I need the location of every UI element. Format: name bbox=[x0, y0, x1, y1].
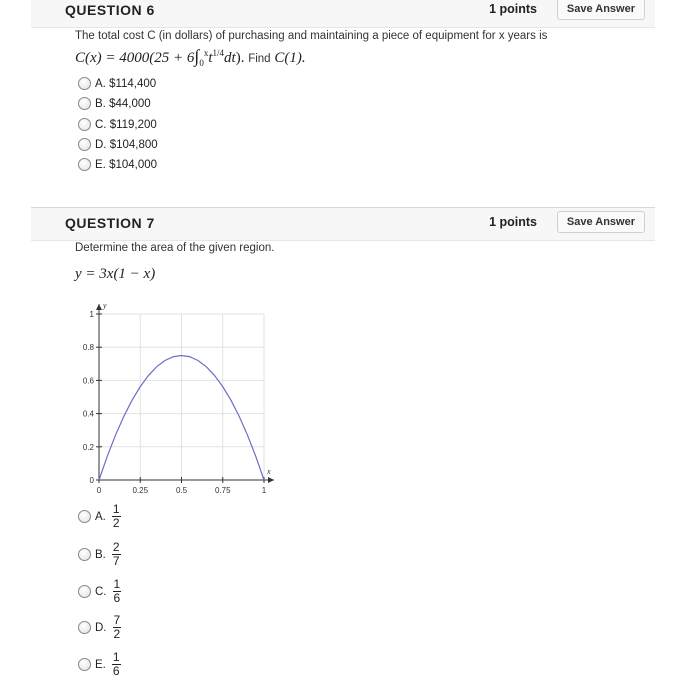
fraction bbox=[112, 503, 121, 530]
option-letter: E. bbox=[95, 158, 106, 171]
option-text: $119,200 bbox=[109, 118, 157, 131]
answer-option-e[interactable] bbox=[78, 158, 157, 171]
fraction bbox=[112, 651, 121, 678]
option-letter: A. bbox=[95, 510, 106, 523]
answer-option-e[interactable] bbox=[78, 651, 121, 678]
y-tick-label: 0.2 bbox=[82, 442, 94, 452]
answer-option-b[interactable] bbox=[78, 541, 121, 568]
option-letter: A. bbox=[95, 77, 106, 90]
x-tick-label: 0.5 bbox=[175, 486, 188, 495]
fraction-numerator: 2 bbox=[112, 540, 120, 554]
radio-button[interactable] bbox=[78, 658, 91, 671]
question-title: QUESTION 7 bbox=[65, 215, 155, 231]
answer-option-c[interactable] bbox=[78, 578, 121, 605]
parabola-chart bbox=[74, 296, 284, 496]
integral-sign: ∫ bbox=[194, 46, 200, 66]
answer-option-b[interactable] bbox=[78, 97, 151, 110]
x-tick-label: 0.25 bbox=[132, 486, 149, 495]
save-answer-button[interactable]: Save Answer bbox=[557, 0, 645, 20]
y-axis-arrow bbox=[96, 304, 102, 310]
answer-option-a[interactable] bbox=[78, 77, 156, 90]
radio-button[interactable] bbox=[78, 77, 91, 90]
y-tick-label: 0 bbox=[89, 476, 94, 485]
fraction bbox=[113, 614, 122, 641]
x-tick-label: 1 bbox=[261, 486, 267, 495]
y-tick-label: 1 bbox=[89, 310, 94, 319]
fraction bbox=[112, 541, 121, 568]
option-text: $114,400 bbox=[109, 77, 157, 90]
fraction-numerator: 1 bbox=[113, 577, 121, 591]
y-tick-label: 0.6 bbox=[82, 376, 94, 386]
fraction bbox=[113, 578, 122, 605]
answer-option-c[interactable] bbox=[78, 118, 157, 131]
fraction-denominator: 7 bbox=[112, 554, 120, 568]
integral-upper-limit: x bbox=[203, 48, 209, 58]
formula-lhs: C(x) = 4000(25 + 6 bbox=[75, 50, 195, 66]
question-stem: The total cost C (in dollars) of purchasing and maintaining a piece of equipment for x years is bbox=[75, 30, 548, 42]
option-letter: B. bbox=[95, 97, 106, 110]
integrand-exponent: 1/4 bbox=[212, 48, 225, 58]
question-points: 1 points bbox=[489, 2, 537, 16]
radio-button[interactable] bbox=[78, 585, 91, 598]
save-answer-button[interactable]: Save Answer bbox=[557, 211, 645, 233]
fraction-denominator: 2 bbox=[113, 627, 121, 641]
option-letter: E. bbox=[95, 658, 106, 671]
x-tick-label: 0 bbox=[96, 486, 102, 495]
fraction-numerator: 1 bbox=[112, 502, 120, 516]
question-6-header bbox=[31, 0, 655, 28]
fraction-denominator: 6 bbox=[112, 664, 120, 678]
option-text: $104,800 bbox=[109, 138, 158, 151]
fraction-denominator: 6 bbox=[113, 591, 121, 605]
question-stem: Determine the area of the given region. bbox=[75, 242, 275, 254]
radio-button[interactable] bbox=[78, 510, 91, 523]
differential: dt bbox=[224, 50, 236, 66]
integrand: t bbox=[208, 50, 213, 66]
formula-close: ). bbox=[235, 50, 245, 66]
x-axis-arrow bbox=[268, 477, 274, 483]
option-text: $104,000 bbox=[109, 158, 158, 171]
x-axis-label: x bbox=[267, 467, 271, 476]
y-tick-label: 0.4 bbox=[82, 409, 94, 419]
question-points: 1 points bbox=[489, 215, 537, 229]
radio-button[interactable] bbox=[78, 548, 91, 561]
option-letter: C. bbox=[95, 118, 107, 131]
answer-option-d[interactable] bbox=[78, 138, 158, 151]
find-expression: C(1). bbox=[274, 50, 306, 66]
answer-option-a[interactable] bbox=[78, 503, 121, 530]
radio-button[interactable] bbox=[78, 158, 91, 171]
fraction-denominator: 2 bbox=[112, 516, 120, 530]
option-letter: D. bbox=[95, 138, 107, 151]
region-equation: y = 3x(1 − x) bbox=[75, 266, 156, 282]
find-label: Find bbox=[248, 53, 271, 65]
radio-button[interactable] bbox=[78, 118, 91, 131]
fraction-numerator: 7 bbox=[113, 613, 121, 627]
answer-option-d[interactable] bbox=[78, 614, 121, 641]
x-tick-label: 0.75 bbox=[214, 486, 231, 495]
radio-button[interactable] bbox=[78, 138, 91, 151]
option-letter: C. bbox=[95, 585, 107, 598]
y-tick-label: 0.8 bbox=[82, 343, 94, 353]
cost-formula bbox=[75, 46, 306, 68]
option-letter: D. bbox=[95, 621, 107, 634]
fraction-numerator: 1 bbox=[112, 650, 120, 664]
option-letter: B. bbox=[95, 548, 106, 561]
question-7-header bbox=[31, 207, 655, 241]
integral-lower-limit: 0 bbox=[199, 58, 204, 68]
y-axis-label: y bbox=[103, 301, 107, 310]
question-title: QUESTION 6 bbox=[65, 2, 155, 18]
option-text: $44,000 bbox=[109, 97, 151, 110]
radio-button[interactable] bbox=[78, 97, 91, 110]
radio-button[interactable] bbox=[78, 621, 91, 634]
